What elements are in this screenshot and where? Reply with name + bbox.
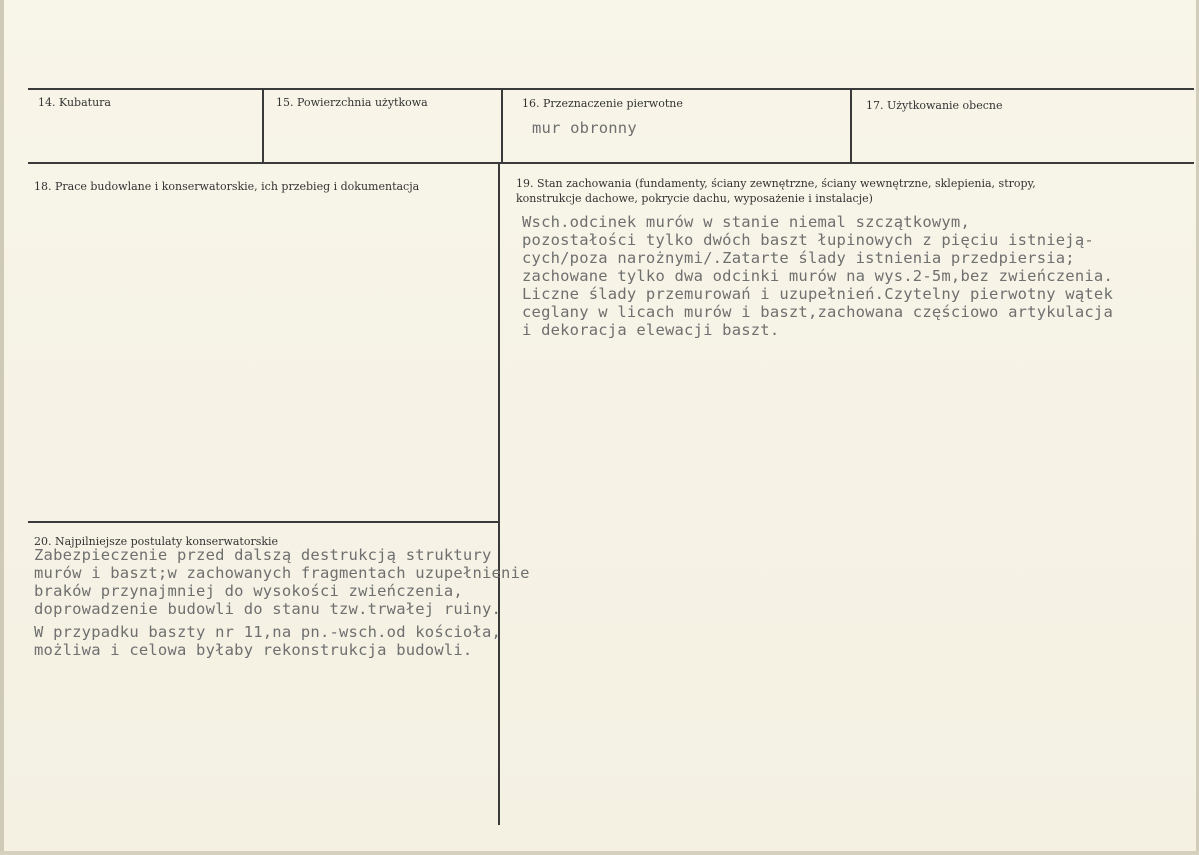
rule-f18-bottom: [28, 521, 498, 523]
field-16-label: 16. Przeznaczenie pierwotne: [522, 97, 683, 110]
rule-v-16-17: [850, 88, 852, 162]
field-19-line: ceglany w licach murów i baszt,zachowana częściowo artykulacja: [522, 303, 1113, 321]
field-17-label: 17. Użytkowanie obecne: [866, 99, 1003, 112]
rule-v-left-right: [498, 162, 500, 825]
field-20-line: doprowadzenie budowli do stanu tzw.trwałej ruiny.: [34, 600, 502, 618]
field-19-line: cych/poza narożnymi/.Zatarte ślady istnienia przedpiersia;: [522, 249, 1075, 267]
field-15-label: 15. Powierzchnia użytkowa: [276, 96, 428, 109]
rule-row1-bottom: [28, 162, 1194, 164]
field-19-text: [522, 213, 1113, 339]
field-18-label: 18. Prace budowlane i konserwatorskie, ich przebieg i dokumentacja: [34, 180, 420, 193]
field-19-line: i dekoracja elewacji baszt.: [522, 321, 780, 339]
field-19-line: Liczne ślady przemurowań i uzupełnień.Czytelny pierwotny wątek: [522, 285, 1113, 303]
field-16-value: mur obronny: [532, 119, 637, 137]
field-20-line: Zabezpieczenie przed dalszą destrukcją struktury: [34, 546, 492, 564]
field-20-line: murów i baszt;w zachowanych fragmentach uzupełnienie: [34, 564, 530, 582]
field-20-line: W przypadku baszty nr 11,na pn.-wsch.od kościoła,: [34, 623, 502, 641]
field-19-line: pozostałości tylko dwóch baszt łupinowych z pięciu istnieją-: [522, 231, 1094, 249]
paper-edge-left: [0, 0, 4, 855]
field-19-line: Wsch.odcinek murów w stanie niemal szczątkowym,: [522, 213, 970, 231]
field-20-text: [34, 546, 530, 659]
field-14-label: 14. Kubatura: [38, 96, 111, 109]
rule-v-15-16: [501, 88, 503, 162]
field-19-line: zachowane tylko dwa odcinki murów na wys.2-5m,bez zwieńczenia.: [522, 267, 1113, 285]
field-20-line: możliwa i celowa byłaby rekonstrukcja budowli.: [34, 641, 473, 659]
field-19-label-line2: konstrukcje dachowe, pokrycie dachu, wyposażenie i instalacje): [516, 192, 873, 205]
field-19-label-line1: 19. Stan zachowania (fundamenty, ściany zewnętrzne, ściany wewnętrzne, sklepienia, stropy,: [516, 177, 1036, 190]
paper-edge-bottom: [0, 851, 1199, 855]
field-20-line: braków przynajmniej do wysokości zwieńczenia,: [34, 582, 463, 600]
field-20-label: 20. Najpilniejsze postulaty konserwatorskie: [34, 535, 279, 548]
rule-v-14-15: [262, 88, 264, 162]
rule-top: [28, 88, 1194, 90]
